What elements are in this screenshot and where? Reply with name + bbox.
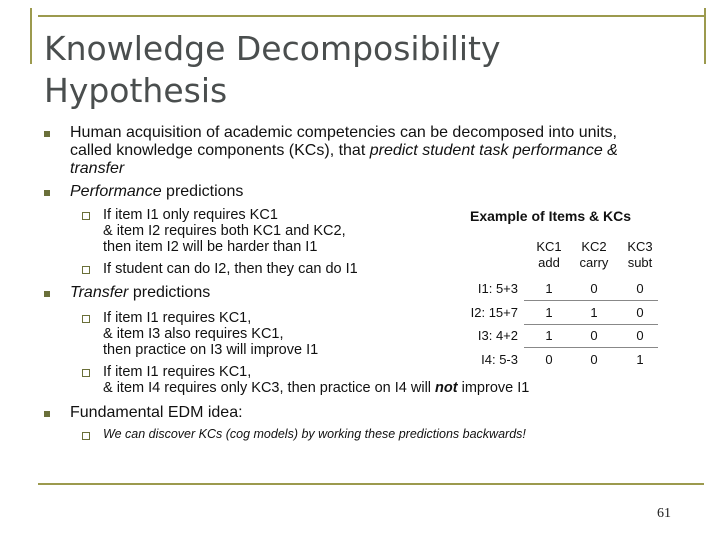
sub-bullet-line: If item I1 only requires KC1	[103, 207, 278, 223]
table-row-label: I4: 5-3	[481, 352, 518, 367]
sub-bullet-transfer-improve	[103, 310, 318, 358]
column-header-skill: subt	[627, 255, 653, 270]
bullet-square-icon	[44, 291, 50, 297]
table-cell: 1	[590, 305, 598, 320]
bullet-text: Human acquisition of academic competencies can be decomposed into units, called knowledge components (KCs), that	[70, 124, 617, 159]
bullet-text: predictions	[161, 183, 244, 200]
sub-bullet-line: then practice on I3 will improve I1	[103, 342, 319, 358]
table-cell: 1	[545, 328, 553, 343]
sub-bullet-box-icon	[82, 315, 90, 323]
sub-bullet-box-icon	[82, 369, 90, 377]
slide-title	[44, 28, 664, 112]
table-cell: 0	[636, 328, 644, 343]
sub-bullet-emphasis: not	[435, 380, 458, 396]
frame-top-rule	[38, 15, 704, 17]
table-row-divider	[524, 300, 658, 301]
table-column-header	[617, 239, 663, 271]
sub-bullet-can-do	[103, 261, 358, 277]
table-row-divider	[524, 324, 658, 325]
bullet-emphasis: Performance	[70, 183, 162, 200]
sub-bullet-harder-item	[103, 207, 346, 255]
table-cell: 1	[545, 305, 553, 320]
sub-bullet-line: then item I2 will be harder than I1	[103, 239, 318, 255]
sub-bullet-line	[103, 380, 529, 396]
sub-bullet-line: & item I3 also requires KC1,	[103, 326, 284, 342]
sub-bullet-line: If item I1 requires KC1,	[103, 364, 252, 380]
bullet-kc-hypothesis	[70, 124, 650, 178]
sub-bullet-line: & item I2 requires both KC1 and KC2,	[103, 223, 346, 239]
table-cell: 0	[636, 281, 644, 296]
sub-bullet-transfer-not-improve	[103, 364, 529, 396]
column-header-kc: KC3	[627, 239, 653, 254]
bullet-square-icon	[44, 131, 50, 137]
column-header-skill: carry	[579, 255, 609, 270]
bullet-text: predictions	[128, 284, 211, 301]
frame-bottom-rule	[38, 483, 704, 485]
table-cell: 0	[590, 281, 598, 296]
frame-right-rule	[704, 8, 706, 64]
table-cell: 1	[545, 281, 553, 296]
table-cell: 0	[545, 352, 553, 367]
table-cell: 0	[636, 305, 644, 320]
bullet-transfer-predictions	[70, 284, 210, 302]
page-number: 61	[657, 506, 671, 521]
bullet-performance-predictions	[70, 183, 243, 201]
column-header-skill: add	[538, 255, 560, 270]
bullet-emphasis: Transfer	[70, 284, 129, 301]
table-column-header	[526, 239, 572, 271]
sub-bullet-discover-kcs: We can discover KCs (cog models) by working these predictions backwards!	[103, 427, 526, 441]
sub-bullet-line: If student can do I2, then they can do I1	[103, 261, 358, 277]
column-header-kc: KC2	[581, 239, 607, 254]
bullet-fundamental-edm: Fundamental EDM idea:	[70, 404, 243, 421]
sub-bullet-text: & item I4 requires only KC3, then practice on I4 will	[103, 380, 436, 396]
table-column-header	[571, 239, 617, 271]
sub-bullet-box-icon	[82, 432, 90, 440]
sub-bullet-box-icon	[82, 212, 90, 220]
table-title: Example of Items & KCs	[470, 208, 632, 224]
frame-left-rule	[30, 8, 32, 64]
title-line-1: Knowledge Decomposibility	[44, 29, 501, 68]
title-line-2: Hypothesis	[44, 71, 228, 110]
table-cell: 0	[590, 328, 598, 343]
table-row-divider	[524, 347, 658, 348]
table-cell: 0	[590, 352, 598, 367]
table-row-label: I3: 4+2	[477, 328, 518, 343]
bullet-square-icon	[44, 190, 50, 196]
bullet-text-emphasis: predict student task performance & transfer	[70, 142, 618, 177]
sub-bullet-box-icon	[82, 266, 90, 274]
table-row-label: I2: 15+7	[470, 305, 518, 320]
table-cell: 1	[636, 352, 644, 367]
sub-bullet-line: If item I1 requires KC1,	[103, 310, 252, 326]
table-row-label: I1: 5+3	[477, 281, 518, 296]
column-header-kc: KC1	[536, 239, 562, 254]
bullet-square-icon	[44, 411, 50, 417]
sub-bullet-text: improve I1	[457, 380, 530, 396]
